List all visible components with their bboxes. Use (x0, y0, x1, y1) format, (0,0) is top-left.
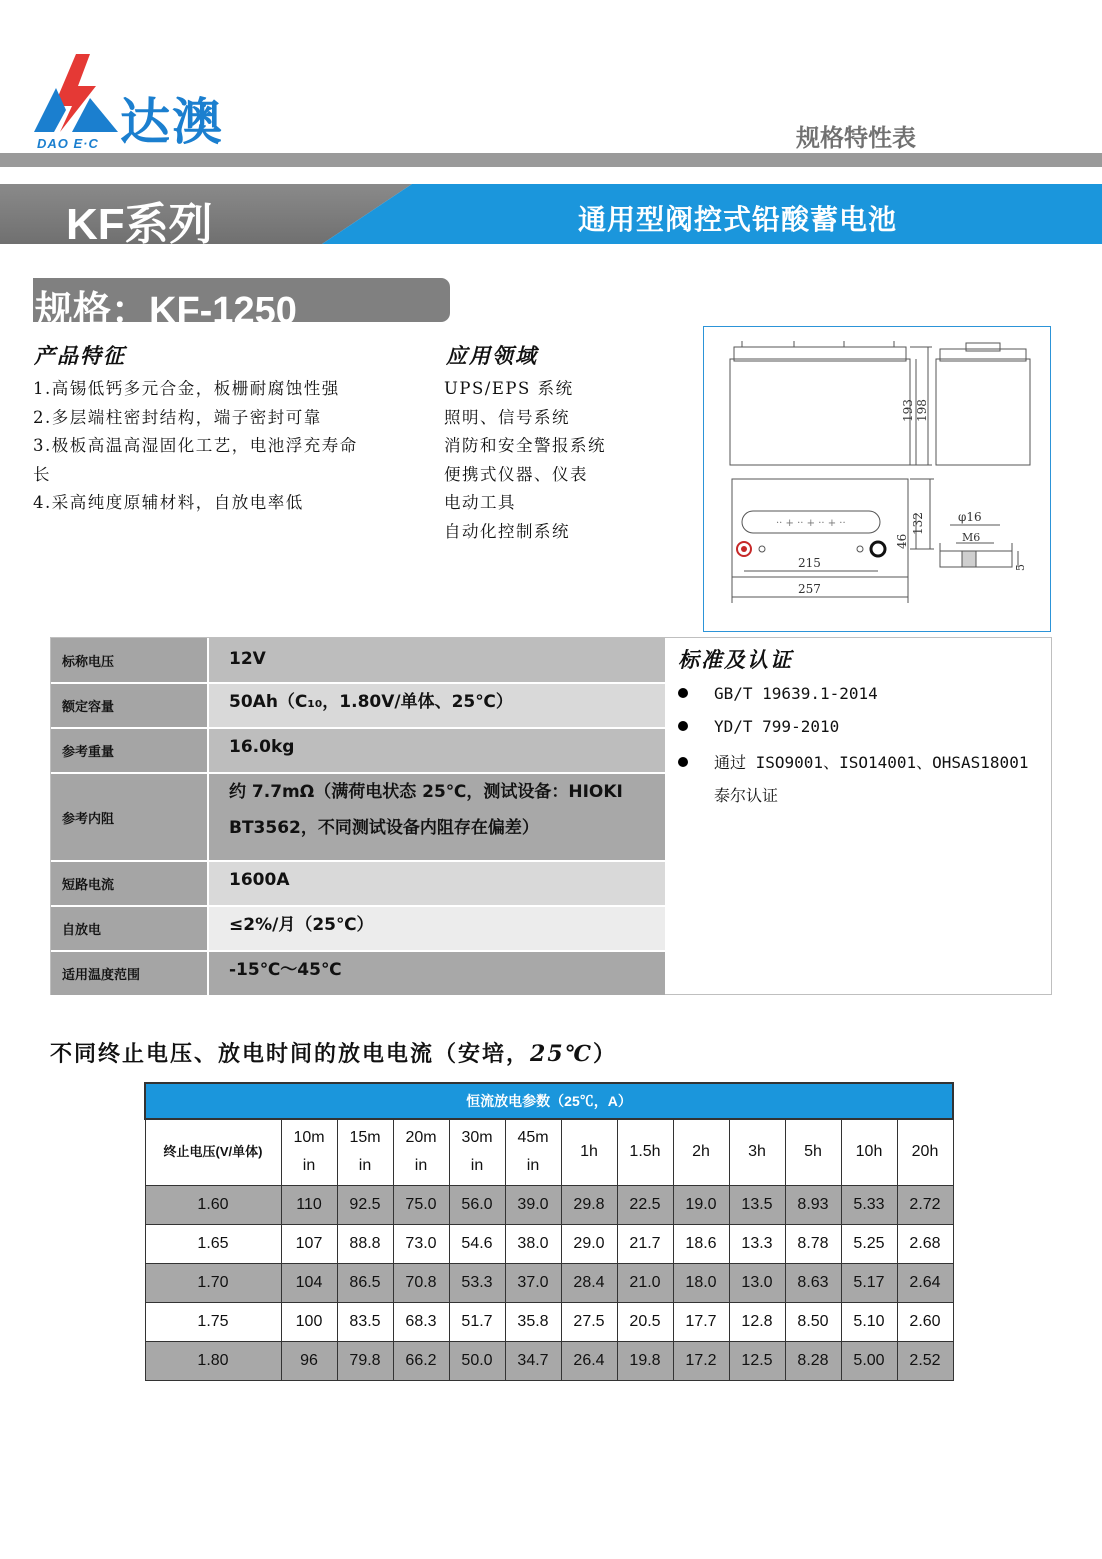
applications-title: 应用领域 (446, 344, 538, 368)
corner-header: 终止电压(V/单体) (145, 1119, 281, 1185)
current-cell: 12.8 (729, 1302, 785, 1341)
dim-side-b: 132 (911, 512, 925, 535)
svg-text:·· + ·· + ·· + ··: ·· + ·· + ·· + ·· (776, 518, 846, 529)
current-cell: 68.3 (393, 1302, 449, 1341)
current-cell: 21.7 (617, 1224, 673, 1263)
document-type: 规格特性表 (796, 124, 916, 152)
column-header: 1.5h (617, 1119, 673, 1185)
dim-terminal-diameter: φ16 (958, 510, 982, 524)
discharge-header-row (145, 1119, 953, 1185)
current-cell: 26.4 (561, 1341, 617, 1380)
current-cell: 5.10 (841, 1302, 897, 1341)
voltage-cell: 1.75 (145, 1302, 281, 1341)
bullet-icon (678, 757, 688, 767)
column-header: 30m in (449, 1119, 505, 1185)
feature-item: 4.采高纯度原辅材料，自放电率低 (33, 493, 304, 512)
column-header: 5h (785, 1119, 841, 1185)
brand-subtitle: DAO E·C (37, 136, 99, 151)
current-cell: 13.3 (729, 1224, 785, 1263)
current-cell: 18.6 (673, 1224, 729, 1263)
brand-name: 达澳 (120, 92, 224, 151)
column-header: 2h (673, 1119, 729, 1185)
table-row (145, 1185, 953, 1224)
dim-height-body: 193 (901, 399, 915, 422)
discharge-caption: 恒流放电参数（25℃，A） (145, 1083, 953, 1119)
spec-row-temperature (51, 952, 665, 995)
current-cell: 75.0 (393, 1185, 449, 1224)
spec-row-weight (51, 729, 665, 772)
current-cell: 18.0 (673, 1263, 729, 1302)
current-cell: 96 (281, 1341, 337, 1380)
current-cell: 27.5 (561, 1302, 617, 1341)
current-cell: 110 (281, 1185, 337, 1224)
spec-label: 参考内阻 (51, 774, 209, 860)
features-list (33, 375, 433, 518)
current-cell: 37.0 (505, 1263, 561, 1302)
spec-value: -15℃～45℃ (209, 952, 665, 995)
current-cell: 88.8 (337, 1224, 393, 1263)
spec-label: 适用温度范围 (51, 952, 209, 995)
current-cell: 51.7 (449, 1302, 505, 1341)
application-item: 自动化控制系统 (444, 521, 570, 541)
current-cell: 5.00 (841, 1341, 897, 1380)
current-cell: 73.0 (393, 1224, 449, 1263)
feature-item: 2.多层端柱密封结构，端子密封可靠 (33, 407, 322, 427)
current-cell: 29.0 (561, 1224, 617, 1263)
spec-label: 标称电压 (51, 638, 209, 682)
voltage-cell: 1.80 (145, 1341, 281, 1380)
current-cell: 38.0 (505, 1224, 561, 1263)
current-cell: 2.60 (897, 1302, 953, 1341)
standards-title: 标准及认证 (678, 648, 793, 672)
feature-item: 1.高锡低钙多元合金，板栅耐腐蚀性强 (33, 379, 340, 398)
current-cell: 5.25 (841, 1224, 897, 1263)
current-cell: 70.8 (393, 1263, 449, 1302)
column-header: 45m in (505, 1119, 561, 1185)
feature-item: 3.极板高温高湿固化工艺，电池浮充寿命 (33, 436, 358, 455)
table-row (145, 1341, 953, 1380)
application-item: 便携式仪器、仪表 (444, 464, 588, 484)
column-header: 10m in (281, 1119, 337, 1185)
spec-row-resistance (51, 774, 665, 860)
current-cell: 56.0 (449, 1185, 505, 1224)
spec-value: ≤2%/月（25℃） (209, 907, 665, 950)
application-item: 消防和安全警报系统 (444, 436, 606, 455)
dim-thread: M6 (962, 531, 981, 544)
current-cell: 8.63 (785, 1263, 841, 1302)
current-cell: 12.5 (729, 1341, 785, 1380)
header-rule (0, 153, 1102, 167)
applications-list (444, 375, 694, 546)
standard-item: 通过 ISO9001、ISO14001、OHSAS18001 (678, 750, 1028, 773)
spec-label: 短路电流 (51, 862, 209, 905)
current-cell: 107 (281, 1224, 337, 1263)
current-cell: 53.3 (449, 1263, 505, 1302)
bullet-icon (678, 721, 688, 731)
spec-value: 约 7.7mΩ（满荷电状态 25℃，测试设备：HIOKI BT3562，不同测试设备内阻存在偏差） (209, 774, 665, 860)
dim-side-a: 46 (895, 533, 909, 549)
current-cell: 5.33 (841, 1185, 897, 1224)
column-header: 1h (561, 1119, 617, 1185)
current-cell: 8.78 (785, 1224, 841, 1263)
current-cell: 104 (281, 1263, 337, 1302)
current-cell: 92.5 (337, 1185, 393, 1224)
spec-value: 16.0kg (209, 729, 665, 772)
current-cell: 2.68 (897, 1224, 953, 1263)
spec-row-capacity (51, 684, 665, 727)
dim-height-total: 198 (915, 399, 929, 422)
series-subtitle: 通用型阀控式铅酸蓄电池 (578, 203, 898, 236)
company-logo (32, 52, 247, 154)
current-cell: 21.0 (617, 1263, 673, 1302)
current-cell: 8.93 (785, 1185, 841, 1224)
current-cell: 83.5 (337, 1302, 393, 1341)
table-row (145, 1263, 953, 1302)
voltage-cell: 1.60 (145, 1185, 281, 1224)
current-cell: 66.2 (393, 1341, 449, 1380)
current-cell: 13.0 (729, 1263, 785, 1302)
spec-label: 额定容量 (51, 684, 209, 727)
current-cell: 29.8 (561, 1185, 617, 1224)
current-cell: 2.52 (897, 1341, 953, 1380)
spec-value: 12V (209, 638, 665, 682)
current-cell: 17.2 (673, 1341, 729, 1380)
current-cell: 22.5 (617, 1185, 673, 1224)
application-item: 电动工具 (444, 493, 516, 512)
column-header: 3h (729, 1119, 785, 1185)
spec-label: 自放电 (51, 907, 209, 950)
current-cell: 28.4 (561, 1263, 617, 1302)
dim-terminal-height: 5 (1014, 564, 1027, 571)
current-cell: 20.5 (617, 1302, 673, 1341)
spec-row-self-discharge (51, 907, 665, 950)
spec-row-voltage (51, 638, 665, 682)
current-cell: 34.7 (505, 1341, 561, 1380)
application-item: UPS/EPS 系统 (444, 379, 574, 398)
dim-terminal-spacing: 215 (798, 556, 821, 570)
current-cell: 54.6 (449, 1224, 505, 1263)
spec-value: 50Ah（C₁₀，1.80V/单体、25℃） (209, 684, 665, 727)
standard-item: YD/T 799-2010 (678, 717, 839, 736)
current-cell: 17.7 (673, 1302, 729, 1341)
voltage-cell: 1.70 (145, 1263, 281, 1302)
series-title: KF系列 (66, 200, 213, 249)
bullet-icon (678, 688, 688, 698)
dimension-drawing (703, 326, 1051, 632)
standard-item: GB/T 19639.1-2014 (678, 684, 878, 703)
column-header: 15m in (337, 1119, 393, 1185)
discharge-table (144, 1082, 954, 1381)
current-cell: 50.0 (449, 1341, 505, 1380)
discharge-title: 不同终止电压、放电时间的放电电流（安培，25℃） (50, 1041, 618, 1067)
current-cell: 2.64 (897, 1263, 953, 1302)
spec-value: 1600A (209, 862, 665, 905)
features-title: 产品特征 (34, 344, 126, 368)
spec-table (50, 637, 1052, 995)
current-cell: 8.50 (785, 1302, 841, 1341)
current-cell: 8.28 (785, 1341, 841, 1380)
current-cell: 13.5 (729, 1185, 785, 1224)
spec-label: 参考重量 (51, 729, 209, 772)
column-header: 20m in (393, 1119, 449, 1185)
current-cell: 19.8 (617, 1341, 673, 1380)
column-header: 10h (841, 1119, 897, 1185)
table-row (145, 1302, 953, 1341)
standard-item: 泰尔认证 (714, 786, 779, 805)
application-item: 照明、信号系统 (444, 407, 570, 427)
current-cell: 2.72 (897, 1185, 953, 1224)
current-cell: 100 (281, 1302, 337, 1341)
dim-length: 257 (798, 582, 821, 596)
feature-item: 长 (33, 464, 51, 484)
voltage-cell: 1.65 (145, 1224, 281, 1263)
current-cell: 19.0 (673, 1185, 729, 1224)
current-cell: 39.0 (505, 1185, 561, 1224)
model-label: 规格：KF-1250 (35, 290, 297, 332)
current-cell: 5.17 (841, 1263, 897, 1302)
spec-row-short-circuit (51, 862, 665, 905)
current-cell: 79.8 (337, 1341, 393, 1380)
current-cell: 35.8 (505, 1302, 561, 1341)
current-cell: 86.5 (337, 1263, 393, 1302)
table-row (145, 1224, 953, 1263)
column-header: 20h (897, 1119, 953, 1185)
